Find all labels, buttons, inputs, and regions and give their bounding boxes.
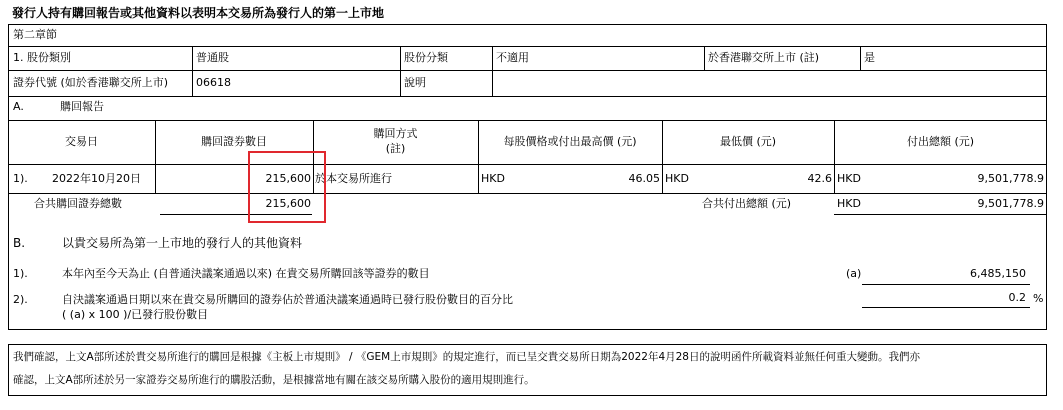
highlight-box [248, 151, 326, 223]
col-header-count: 購回證券數目 [201, 135, 267, 148]
sum-paid-amount: 9,501,778.9 [977, 197, 1044, 210]
divider [492, 46, 493, 96]
item2-text: 自決議案通過日期以來在貴交易所購回的證券佔於普通決議案通過時已發行股份數目的百分比 [62, 293, 513, 306]
sum-paid-currency: HKD [837, 197, 861, 210]
divider [8, 193, 1047, 194]
section-a-letter: A. [13, 100, 24, 113]
row-low-currency: HKD [665, 172, 689, 185]
row-method: 於本交易所進行 [315, 172, 392, 185]
divider [8, 70, 1047, 71]
col-header-low: 最低價 (元) [719, 135, 777, 148]
chapter-label: 第二章節 [13, 28, 57, 41]
sum-count-value: 215,600 [265, 197, 311, 210]
share-class-label: 1. 股份類別 [13, 51, 71, 64]
item2-index: 2). [13, 293, 28, 306]
share-category-label: 股份分類 [404, 51, 448, 64]
item1-text: 本年內至今天為止 (自普通決議案通過以來) 在貴交易所購回該等證券的數目 [62, 267, 430, 280]
underline [862, 307, 1030, 308]
underline [862, 284, 1030, 285]
stock-code-label: 證券代號 (如於香港聯交所上市) [13, 76, 169, 89]
divider [8, 164, 1047, 165]
divider [834, 120, 835, 193]
divider [704, 46, 705, 70]
confirmation-line-2: 確認，上文A部所述於另一家證券交易所進行的購股活動，是根據當地有關在該交易所購入股份的適用規則進行。 [13, 374, 535, 386]
item2-value: 0.2 [1008, 291, 1026, 304]
divider [8, 46, 1047, 47]
row-total-currency: HKD [837, 172, 861, 185]
row-high-currency: HKD [481, 172, 505, 185]
col-header-high: 每股價格或付出最高價 (元) [503, 135, 637, 148]
section-b-title: 以貴交易所為第一上市地的發行人的其他資料 [62, 236, 303, 250]
stock-code-value: 06618 [196, 76, 231, 89]
underline [834, 214, 1046, 215]
row-high-price: 46.05 [628, 172, 660, 185]
item2-unit: % [1033, 292, 1044, 305]
row-count: 215,600 [265, 172, 311, 185]
divider [8, 96, 1047, 97]
hkex-listed-label: 於香港聯交所上市 (註) [708, 51, 820, 64]
share-category-value: 不適用 [496, 51, 529, 64]
item1-value: 6,485,150 [970, 267, 1026, 280]
item1-tag: (a) [846, 267, 862, 280]
divider [155, 120, 156, 193]
description-label: 說明 [404, 76, 426, 89]
share-class-value: 普通股 [196, 51, 229, 64]
col-header-method: 購回方式 [373, 127, 418, 140]
item1-index: 1). [13, 267, 28, 280]
row-index: 1). [13, 172, 28, 185]
page-title: 發行人持有購回報告或其他資料以表明本交易所為發行人的第一上市地 [12, 6, 385, 20]
sum-count-label: 合共購回證券總數 [34, 197, 122, 210]
divider [662, 120, 663, 193]
divider [860, 46, 861, 70]
hkex-listed-value: 是 [864, 51, 875, 64]
col-header-date: 交易日 [65, 135, 98, 148]
row-low-price: 42.6 [807, 172, 832, 185]
row-total-amount: 9,501,778.9 [977, 172, 1044, 185]
divider [478, 120, 479, 193]
row-date: 2022年10月20日 [52, 172, 141, 185]
col-header-method-note: (註) [385, 142, 406, 155]
section-b-letter: B. [13, 236, 26, 250]
divider [192, 46, 193, 96]
sum-paid-label: 合共付出總額 (元) [702, 197, 792, 210]
section-a-title: 購回報告 [60, 100, 104, 113]
item2-formula: ( (a) x 100 )/已發行股份數目 [62, 308, 209, 321]
divider [400, 46, 401, 96]
divider [8, 120, 1047, 121]
confirmation-line-1: 我們確認，上文A部所述於貴交易所進行的購回是根據《主板上市規則》 / 《GEM上市規則》的規定進行，而已呈交貴交易所日期為2022年4月28日的說明函件所載資料並無任何重大變動。我們亦 [13, 351, 920, 363]
col-header-total: 付出總額 (元) [906, 135, 975, 148]
